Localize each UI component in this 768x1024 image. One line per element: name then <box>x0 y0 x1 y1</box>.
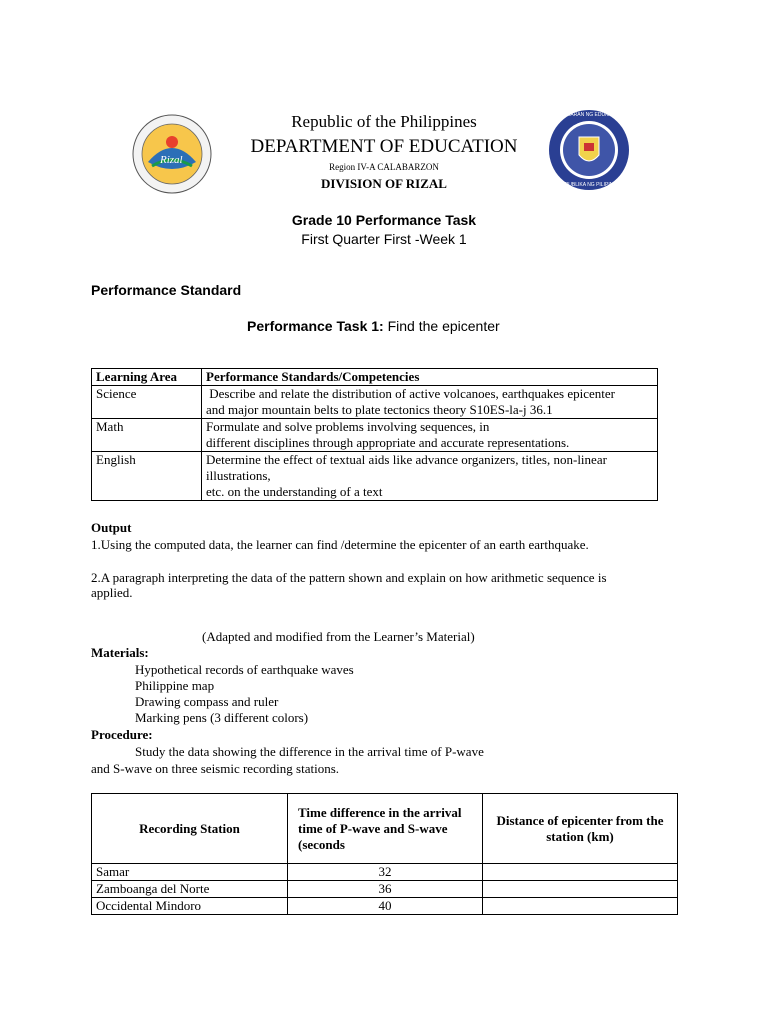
header-recording-station: Recording Station <box>92 794 288 864</box>
area-cell: Math <box>92 419 202 452</box>
header-learning-area: Learning Area <box>92 369 202 386</box>
materials-item: Hypothetical records of earthquake waves <box>135 662 354 677</box>
time-cell: 32 <box>288 864 483 881</box>
table-row <box>92 881 678 898</box>
procedure-heading: Procedure: <box>91 727 153 742</box>
table-row <box>92 898 678 915</box>
procedure-line-2: and S-wave on three seismic recording stations. <box>91 761 340 776</box>
station-cell: Zamboanga del Norte <box>92 881 288 898</box>
table-row <box>92 452 658 501</box>
performance-standard-heading: Performance Standard <box>91 282 242 298</box>
time-cell: 36 <box>288 881 483 898</box>
competency-cell <box>202 452 658 501</box>
quarter-subtitle: First Quarter First -Week 1 <box>301 231 467 247</box>
distance-cell[interactable] <box>483 864 678 881</box>
materials-item: Marking pens (3 different colors) <box>135 710 309 725</box>
competency-line: Determine the effect of textual aids like advance organizers, titles, non-linear <box>206 452 607 467</box>
standards-table <box>91 368 658 501</box>
output-heading: Output <box>91 520 132 535</box>
materials-item: Philippine map <box>135 678 215 693</box>
area-cell: English <box>92 452 202 501</box>
distance-cell[interactable] <box>483 881 678 898</box>
competency-line: different disciplines through appropriate and accurate representations. <box>206 435 570 450</box>
division-heading: DIVISION OF RIZAL <box>321 176 447 191</box>
table-row <box>92 864 678 881</box>
task-heading <box>247 318 500 334</box>
task-name: Find the epicenter <box>383 318 500 334</box>
table-header-row <box>92 369 658 386</box>
competency-line: and major mountain belts to plate tectonics theory S10ES-la-j 36.1 <box>206 402 553 417</box>
table-row <box>92 386 658 419</box>
stations-table <box>91 793 678 915</box>
competency-line: etc. on the understanding of a text <box>206 484 383 499</box>
area-cell: Science <box>92 386 202 419</box>
deped-seal-top-text: KAGAWARAN NG EDUKASYON <box>552 112 626 118</box>
republic-heading: Republic of the Philippines <box>291 112 477 131</box>
output-item-1: 1.Using the computed data, the learner can find /determine the epicenter of an earth earthquake. <box>91 537 589 552</box>
task-label: Performance Task 1: <box>247 318 384 334</box>
time-cell: 40 <box>288 898 483 915</box>
adapted-note: (Adapted and modified from the Learner’s Material) <box>202 629 475 644</box>
table-row <box>92 419 658 452</box>
header-competencies: Performance Standards/Competencies <box>202 369 658 386</box>
materials-item: Drawing compass and ruler <box>135 694 279 709</box>
competency-cell <box>202 386 658 419</box>
competency-line: Formulate and solve problems involving sequences, in <box>206 419 490 434</box>
header-distance: Distance of epicenter from the station (km) <box>483 794 678 864</box>
competency-line: Describe and relate the distribution of active volcanoes, earthquakes epicenter <box>206 386 615 401</box>
distance-cell[interactable] <box>483 898 678 915</box>
competency-line: illustrations, <box>206 468 271 483</box>
grade-title: Grade 10 Performance Task <box>291 212 477 228</box>
table-header-row <box>92 794 678 864</box>
rizal-logo-text: Rizal <box>160 154 183 166</box>
output-item-2-line-1: 2.A paragraph interpreting the data of the pattern shown and explain on how arithmetic sequence is <box>91 570 607 585</box>
deped-seal-bottom-text: REPUBLIKA NG PILIPINAS <box>558 182 620 188</box>
header-time-difference: Time difference in the arrival time of P-wave and S-wave (seconds <box>288 794 483 864</box>
region-label: Region IV-A CALABARZON <box>329 162 439 172</box>
station-cell: Occidental Mindoro <box>92 898 288 915</box>
materials-heading: Materials: <box>91 645 149 660</box>
output-item-2-line-2: applied. <box>91 585 133 600</box>
procedure-line-1: Study the data showing the difference in the arrival time of P-wave <box>135 744 484 759</box>
department-heading: DEPARTMENT OF EDUCATION <box>250 136 518 157</box>
competency-cell <box>202 419 658 452</box>
station-cell: Samar <box>92 864 288 881</box>
